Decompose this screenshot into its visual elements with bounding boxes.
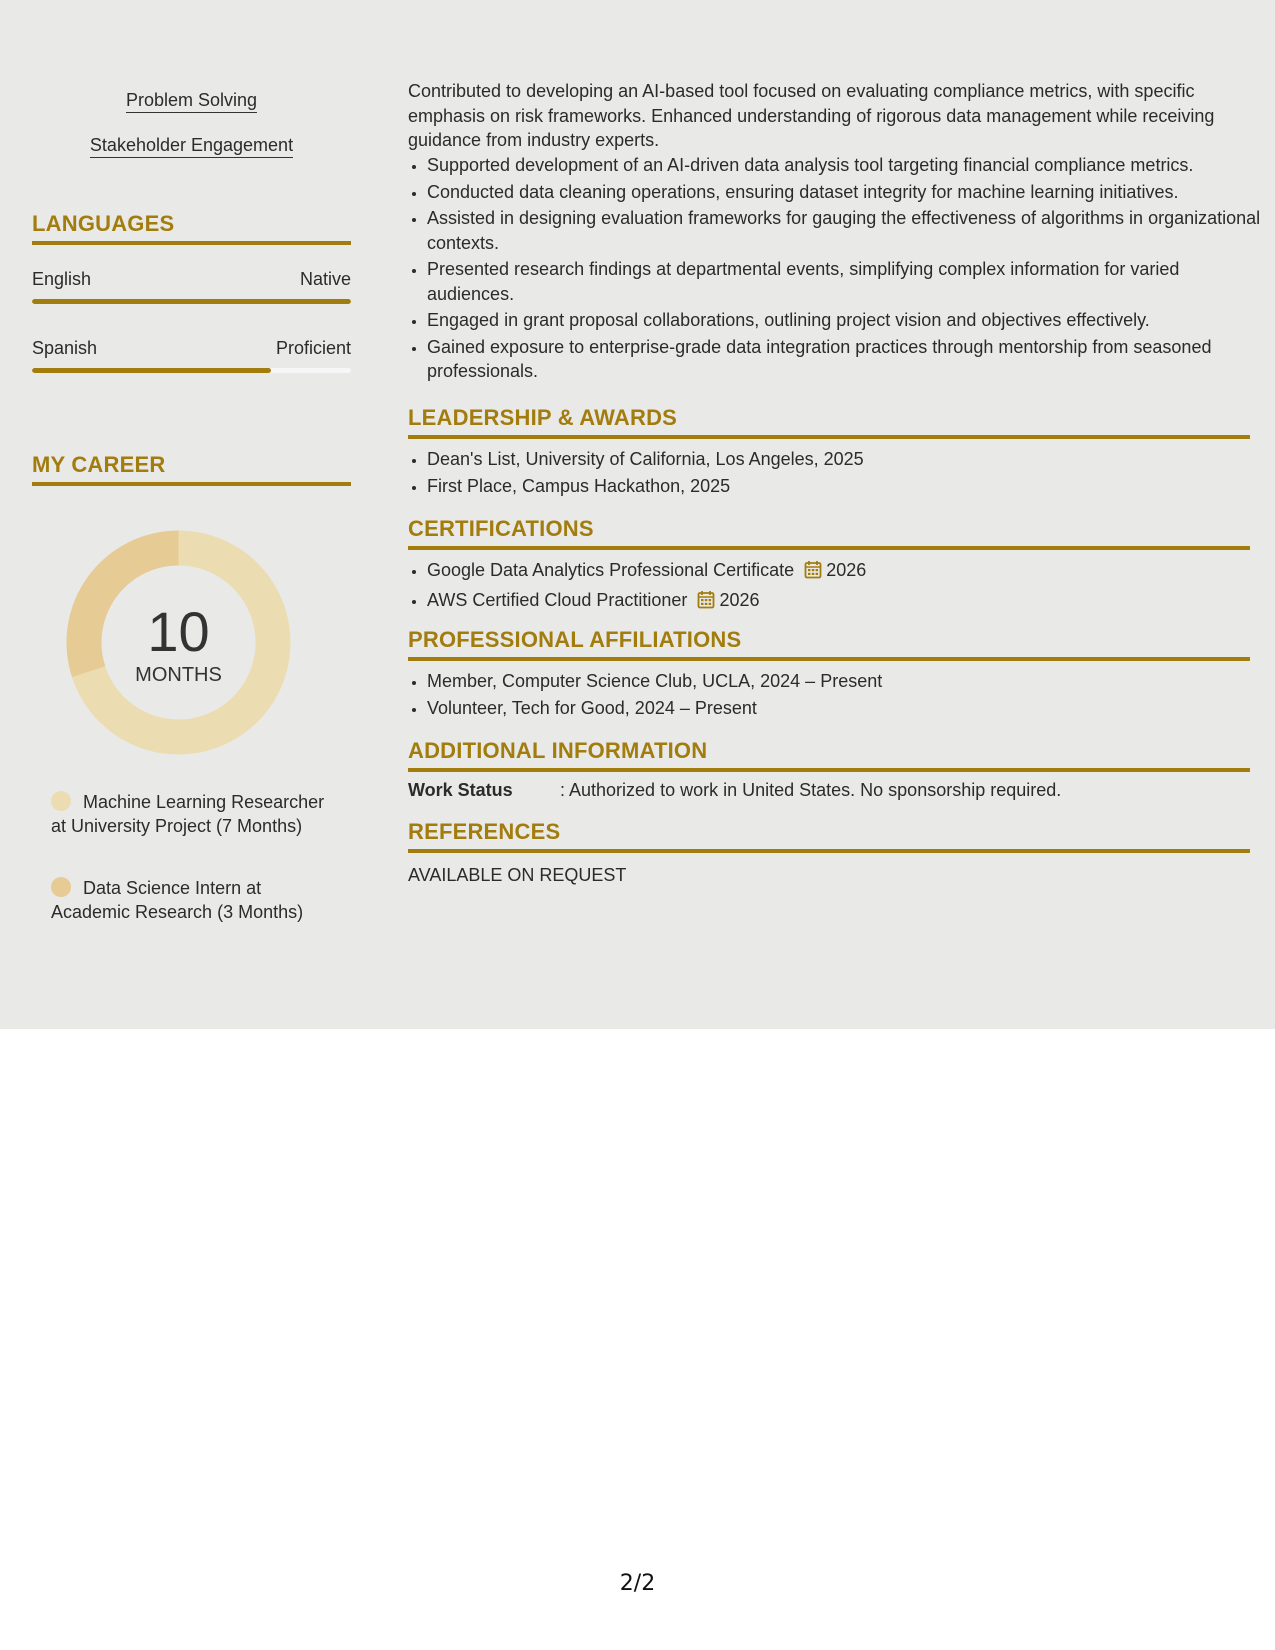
certification-name: AWS Certified Cloud Practitioner bbox=[427, 589, 688, 610]
additional-rule bbox=[408, 768, 1250, 772]
experience-bullets bbox=[408, 153, 1269, 386]
leadership-rule bbox=[408, 435, 1250, 439]
career-legend-item bbox=[51, 790, 341, 838]
donut-total-unit: MONTHS bbox=[135, 664, 222, 686]
language-level: Proficient bbox=[275, 338, 351, 358]
affiliations-title: PROFESSIONAL AFFILIATIONS bbox=[408, 627, 742, 652]
language-bar bbox=[32, 299, 351, 304]
experience-summary: Contributed to developing an AI-based tool focused on evaluating compliance metrics, with specific emphasis on risk frameworks. Enhanced understanding of rigorous data management while receiving guidance from industry experts. bbox=[408, 81, 1215, 150]
skill-label: Problem Solving bbox=[126, 90, 257, 113]
legend-dot-icon bbox=[51, 791, 71, 811]
donut-total-value: 10 bbox=[147, 600, 210, 663]
list-item: • Presented research findings at departmental events, simplifying complex information for varied audiences. bbox=[427, 257, 1269, 306]
page-number: 2/2 bbox=[619, 1571, 656, 1596]
list-item bbox=[427, 558, 1269, 586]
language-row bbox=[32, 268, 351, 290]
certification-year: 2026 bbox=[826, 560, 867, 580]
career-title: MY CAREER bbox=[32, 452, 166, 477]
affiliations-list bbox=[408, 669, 1269, 722]
language-bar bbox=[32, 368, 351, 373]
language-name: English bbox=[32, 269, 92, 289]
work-status bbox=[408, 779, 1061, 801]
list-item: • Volunteer, Tech for Good, 2024 – Present bbox=[427, 696, 1269, 721]
languages-title: LANGUAGES bbox=[32, 211, 175, 236]
language-name: Spanish bbox=[32, 338, 98, 358]
list-item: • Member, Computer Science Club, UCLA, 2024 – Present bbox=[427, 669, 1269, 694]
legend-label: Data Science Intern at Academic Research (3 Months) bbox=[51, 878, 304, 922]
certification-year: 2026 bbox=[719, 589, 760, 610]
skill-item bbox=[32, 134, 351, 156]
list-item: • Supported development of an AI-driven data analysis tool targeting financial compliance metrics. bbox=[427, 153, 1269, 178]
work-status-label: Work Status bbox=[408, 780, 513, 800]
leadership-list bbox=[408, 447, 1269, 500]
legend-dot-icon bbox=[51, 877, 71, 897]
list-item: • Engaged in grant proposal collaborations, outlining project vision and objectives effectively. bbox=[427, 308, 1269, 333]
language-row bbox=[32, 337, 351, 359]
list-item: • Assisted in designing evaluation frameworks for gauging the effectiveness of algorithms in organizational contexts. bbox=[427, 206, 1269, 255]
career-legend-item bbox=[51, 876, 341, 924]
references-rule bbox=[408, 849, 1250, 853]
affiliations-rule bbox=[408, 657, 1250, 661]
list-item bbox=[427, 588, 1269, 616]
career-donut-chart bbox=[66, 530, 291, 755]
legend-label: Machine Learning Researcher at University Project (7 Months) bbox=[51, 792, 325, 836]
calendar-icon bbox=[804, 560, 822, 586]
work-status-value: : Authorized to work in United States. No sponsorship required. bbox=[560, 780, 1062, 800]
certifications-title: CERTIFICATIONS bbox=[408, 516, 594, 541]
certification-name: Google Data Analytics Professional Certificate bbox=[427, 560, 795, 580]
leadership-title: LEADERSHIP & AWARDS bbox=[408, 405, 678, 430]
references-text: AVAILABLE ON REQUEST bbox=[408, 865, 627, 885]
language-bar-fill bbox=[32, 299, 351, 304]
list-item: • First Place, Campus Hackathon, 2025 bbox=[427, 474, 1269, 499]
list-item: • Conducted data cleaning operations, ensuring dataset integrity for machine learning initiatives. bbox=[427, 180, 1269, 205]
language-bar-fill bbox=[32, 368, 271, 373]
calendar-icon bbox=[697, 590, 715, 616]
skill-item bbox=[32, 89, 351, 111]
career-rule bbox=[32, 482, 351, 486]
languages-rule bbox=[32, 241, 351, 245]
language-level: Native bbox=[299, 269, 351, 289]
references-title: REFERENCES bbox=[408, 819, 561, 844]
list-item: • Gained exposure to enterprise-grade data integration practices through mentorship from seasoned professionals. bbox=[427, 335, 1269, 384]
additional-title: ADDITIONAL INFORMATION bbox=[408, 738, 708, 763]
certifications-list bbox=[408, 558, 1269, 617]
certifications-rule bbox=[408, 546, 1250, 550]
skill-label: Stakeholder Engagement bbox=[90, 135, 293, 158]
list-item: • Dean's List, University of California, Los Angeles, 2025 bbox=[427, 447, 1269, 472]
